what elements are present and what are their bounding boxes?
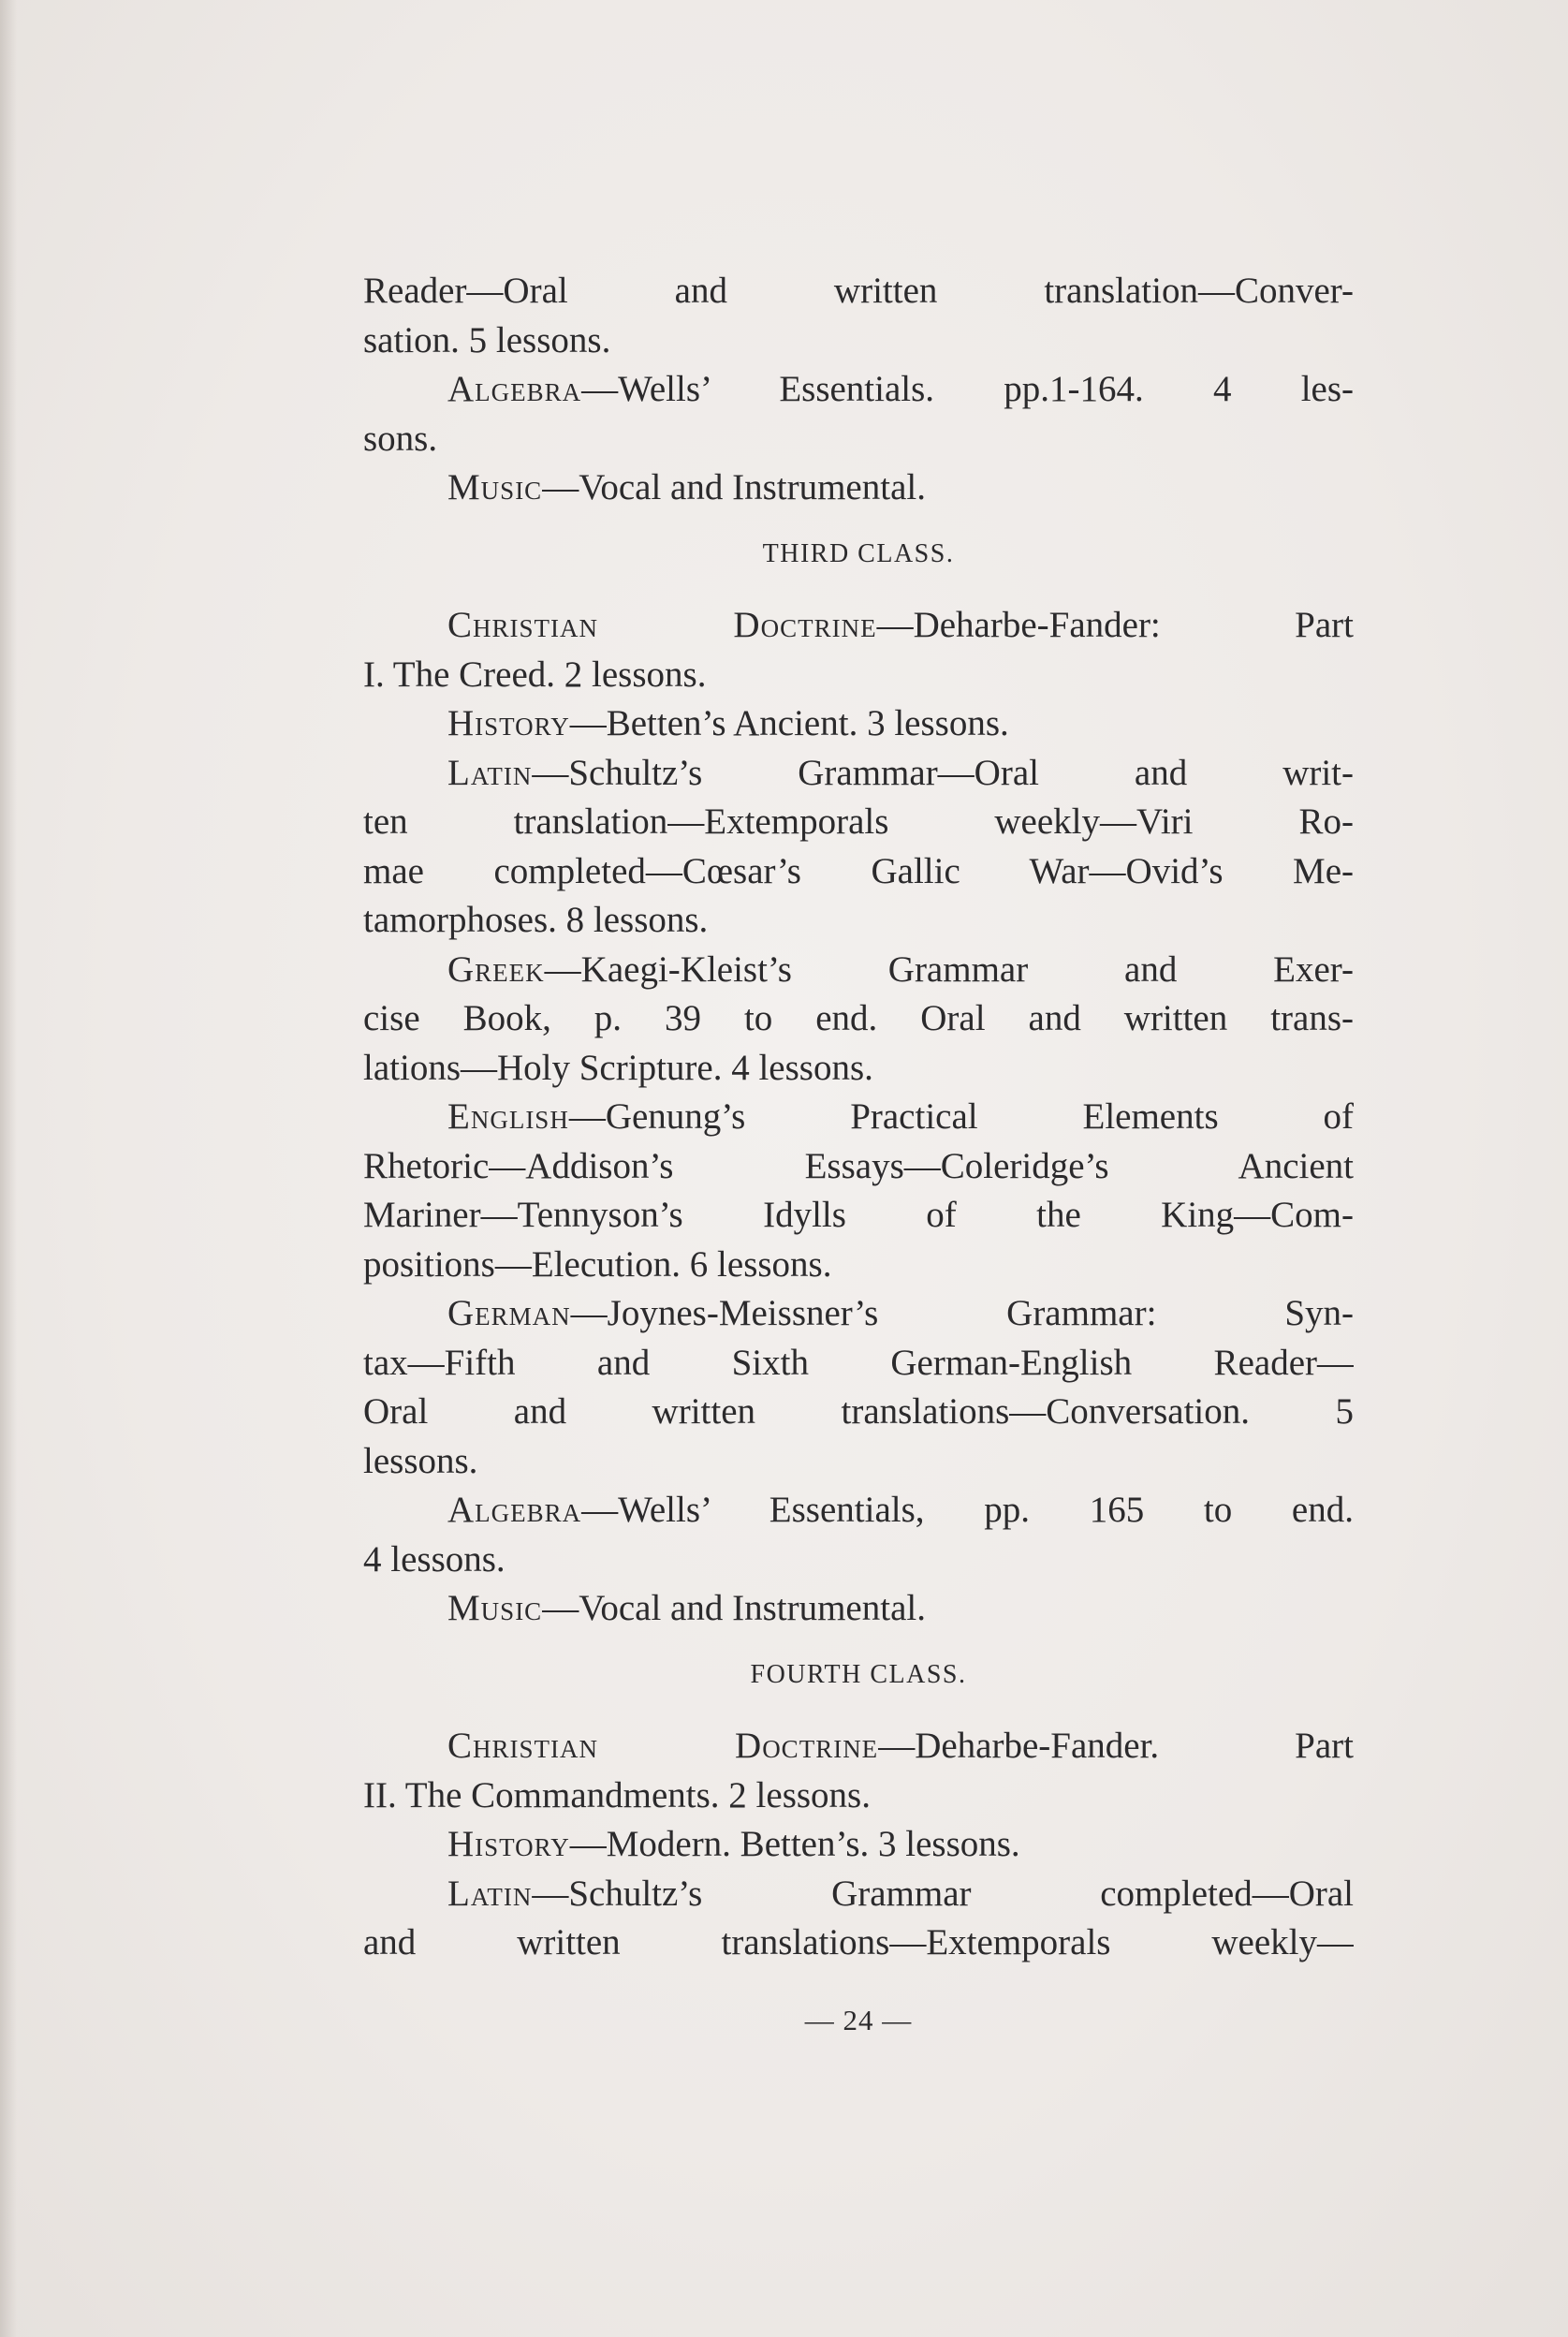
page-binding-shadow bbox=[0, 0, 17, 2337]
text-line: Rhetoric—Addison’s Essays—Coleridge’s Ancient bbox=[363, 1145, 1354, 1186]
subject-label: Christian Doctrine bbox=[447, 1726, 879, 1766]
subject-text: —Schultz’s Grammar—Oral and writ- bbox=[532, 752, 1354, 793]
subject-line-christian-doctrine bbox=[363, 1722, 1354, 1771]
subject-line-greek bbox=[363, 946, 1354, 995]
subject-line-history bbox=[363, 699, 1354, 749]
subject-line-christian-doctrine bbox=[363, 601, 1354, 651]
subject-text: —Wells’ Essentials, pp. 165 to end. bbox=[581, 1490, 1354, 1530]
text-line: mae completed—Cœsar’s Gallic War—Ovid’s Me- bbox=[363, 850, 1354, 891]
subject-text: —Deharbe-Fander: Part bbox=[876, 605, 1354, 645]
subject-line-music bbox=[363, 1584, 1354, 1634]
text-line: Mariner—Tennyson’s Idylls of the King—Com- bbox=[363, 1195, 1354, 1235]
subject-label: German bbox=[447, 1293, 571, 1333]
text-line: ten translation—Extemporals weekly—Viri Ro- bbox=[363, 801, 1354, 842]
subject-label: History bbox=[447, 703, 570, 743]
text-line: tax—Fifth and Sixth German-English Reader— bbox=[363, 1342, 1354, 1383]
subject-text: —Betten’s Ancient. 3 lessons. bbox=[569, 703, 1009, 743]
subject-line-english bbox=[363, 1093, 1354, 1142]
subject-label: Christian Doctrine bbox=[447, 605, 877, 645]
subject-text: —Vocal and Instrumental. bbox=[542, 1588, 926, 1628]
subject-label: Greek bbox=[447, 948, 545, 990]
subject-label: English bbox=[447, 1096, 569, 1137]
subject-label: Algebra bbox=[447, 1490, 582, 1530]
subject-line-latin bbox=[363, 1870, 1354, 1919]
subject-label: Latin bbox=[447, 752, 533, 793]
subject-label: Algebra bbox=[447, 369, 582, 409]
subject-label: History bbox=[447, 1824, 570, 1864]
subject-text: —Schultz’s Grammar completed—Oral bbox=[532, 1873, 1354, 1914]
subject-text: —Kaegi-Kleist’s Grammar and Exer- bbox=[544, 948, 1354, 990]
subject-line-algebra bbox=[363, 365, 1354, 415]
text-line: lessons. bbox=[363, 1440, 478, 1481]
subject-line-history bbox=[363, 1820, 1354, 1870]
subject-label: Music bbox=[447, 467, 543, 507]
subject-line-latin bbox=[363, 749, 1354, 799]
section-heading-fourth-class: FOURTH CLASS. bbox=[750, 1659, 967, 1689]
subject-text: —Joynes-Meissner’s Grammar: Syn- bbox=[570, 1293, 1354, 1333]
text-line: sons. bbox=[363, 418, 438, 459]
text-line: sation. 5 lessons. bbox=[363, 319, 611, 360]
page-number: — 24 — bbox=[804, 2004, 913, 2036]
text-line: positions—Elecution. 6 lessons. bbox=[363, 1243, 832, 1285]
text-line: lations—Holy Scripture. 4 lessons. bbox=[363, 1047, 873, 1088]
subject-text: —Modern. Betten’s. 3 lessons. bbox=[569, 1824, 1020, 1864]
text-line: tamorphoses. 8 lessons. bbox=[363, 900, 709, 940]
body-text bbox=[363, 267, 1354, 1968]
subject-label: Music bbox=[447, 1588, 543, 1628]
text-line: 4 lessons. bbox=[363, 1538, 506, 1580]
subject-line-algebra bbox=[363, 1486, 1354, 1536]
subject-line-german bbox=[363, 1289, 1354, 1339]
text-line: and written translations—Extemporals weekly— bbox=[363, 1922, 1354, 1962]
subject-label: Latin bbox=[447, 1873, 533, 1914]
text-line: Oral and written translations—Conversation. 5 bbox=[363, 1391, 1354, 1432]
subject-text: —Wells’ Essentials. pp.1-164. 4 les- bbox=[581, 369, 1354, 409]
subject-text: —Deharbe-Fander. Part bbox=[878, 1726, 1354, 1766]
text-line: II. The Commandments. 2 lessons. bbox=[363, 1774, 871, 1815]
subject-text: —Genung’s Practical Elements of bbox=[568, 1096, 1354, 1137]
section-heading-third-class: THIRD CLASS. bbox=[762, 538, 955, 568]
text-line: I. The Creed. 2 lessons. bbox=[363, 654, 707, 695]
subject-text: —Vocal and Instrumental. bbox=[542, 467, 926, 507]
subject-line-music bbox=[363, 463, 1354, 513]
text-line: cise Book, p. 39 to end. Oral and written trans- bbox=[363, 998, 1354, 1038]
text-line: Reader—Oral and written translation—Conver- bbox=[363, 271, 1354, 311]
